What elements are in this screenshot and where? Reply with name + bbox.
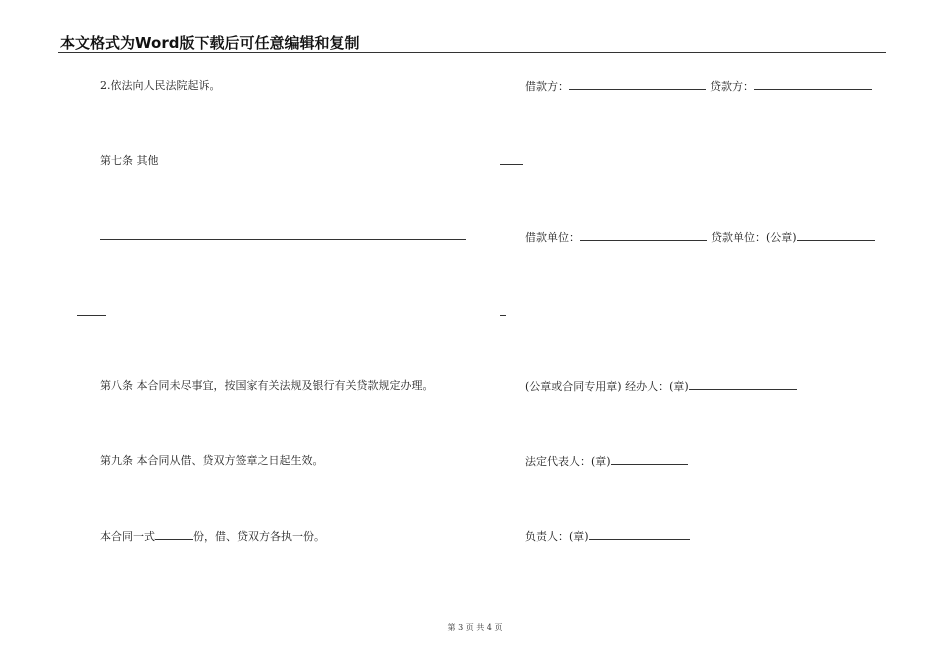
responsible-line xyxy=(525,529,690,544)
header-divider xyxy=(58,52,886,53)
article-7-blank-line xyxy=(100,239,466,240)
signature-borrower-lender xyxy=(525,79,872,94)
signature-units xyxy=(525,230,875,245)
legal-rep-blank xyxy=(611,454,688,465)
legal-rep-line xyxy=(525,454,688,469)
article-7-heading: 第七条 其他 xyxy=(100,154,159,167)
clause-sue: 2.依法向人民法院起诉。 xyxy=(100,79,221,92)
page-number: 第 3 页 共 4 页 xyxy=(447,623,503,632)
responsible-label: 负责人：(章) xyxy=(525,530,589,543)
units-blank-end xyxy=(500,315,506,316)
signature-blank-end xyxy=(500,164,523,165)
borrower-blank xyxy=(569,79,706,90)
document-header-title: 本文格式为Word版下载后可任意编辑和复制 xyxy=(60,34,360,52)
lender-label: 贷款方： xyxy=(710,80,754,93)
lender-blank xyxy=(754,79,872,90)
borrower-unit-label: 借款单位： xyxy=(525,231,580,244)
copies-clause xyxy=(100,529,325,544)
copies-text-before: 本合同一式 xyxy=(100,530,155,543)
responsible-blank xyxy=(589,529,690,540)
borrower-label: 借款方： xyxy=(525,80,569,93)
seal-handler-line xyxy=(525,379,797,394)
handler-blank xyxy=(689,379,797,390)
seal-handler-label: (公章或合同专用章) 经办人：(章) xyxy=(525,380,689,393)
borrower-unit-blank xyxy=(580,230,707,241)
article-7-blank-line-end xyxy=(77,315,106,316)
article-8-text: 第八条 本合同未尽事宜，按国家有关法规及银行有关贷款规定办理。 xyxy=(100,379,434,392)
copies-count-blank xyxy=(155,529,193,540)
lender-unit-label: 贷款单位：(公章) xyxy=(711,231,797,244)
legal-rep-label: 法定代表人：(章) xyxy=(525,455,611,468)
copies-text-after: 份，借、贷双方各执一份。 xyxy=(193,530,325,543)
lender-unit-blank xyxy=(797,230,875,241)
article-9-text: 第九条 本合同从借、贷双方签章之日起生效。 xyxy=(100,454,324,467)
